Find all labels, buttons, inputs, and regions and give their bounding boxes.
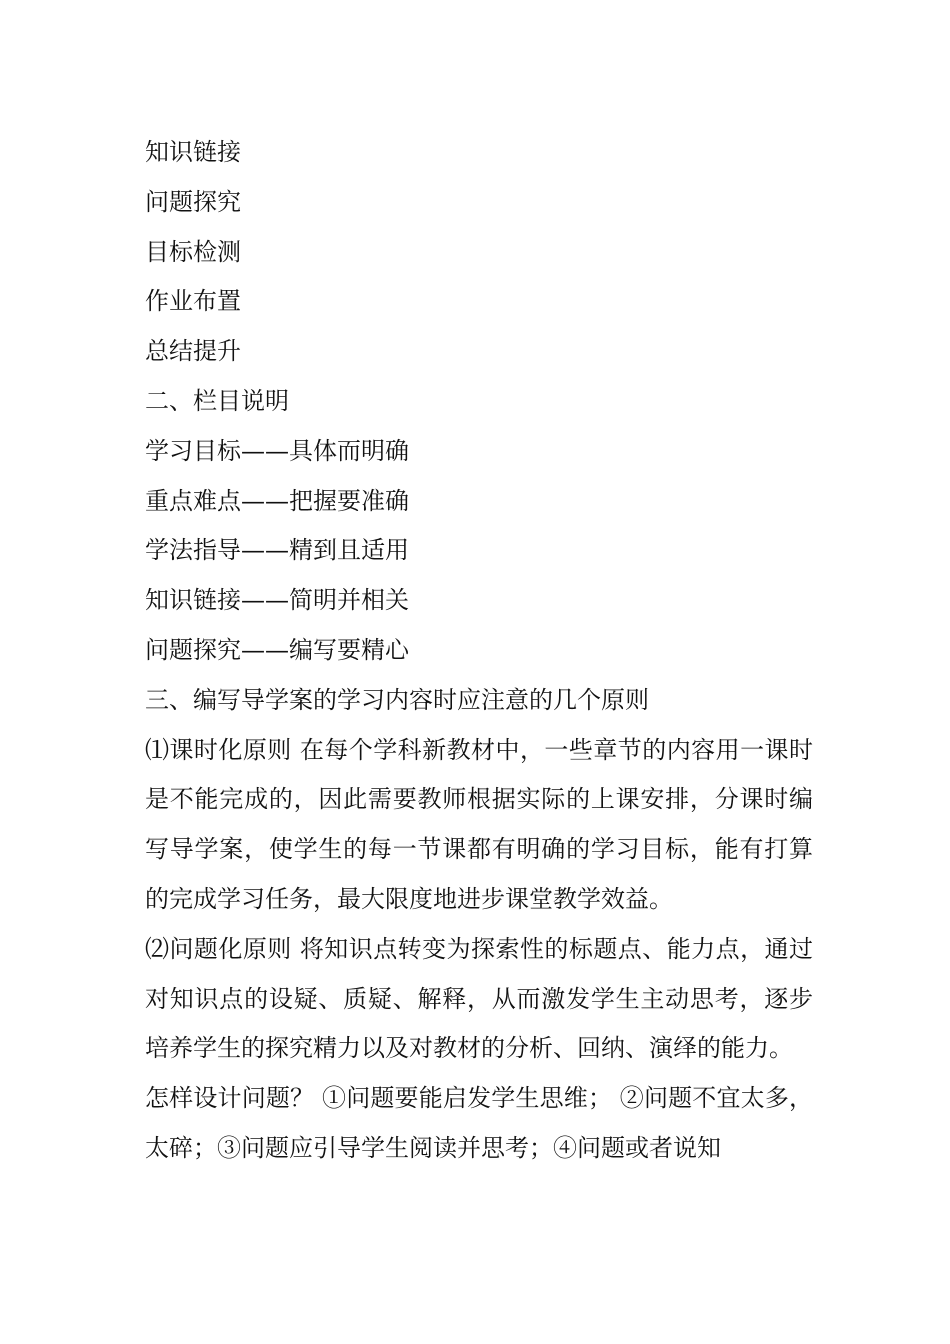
text-line-homework: 作业布置 — [145, 287, 241, 316]
text-line-method-guide: 学法指导——精到且适用 — [145, 536, 409, 565]
document-page — [145, 128, 813, 1174]
text-line-knowledge-link-desc: 知识链接——简明并相关 — [145, 586, 409, 615]
paragraph-question-principle: ⑵问题化原则 将知识点转变为探索性的标题点、能力点，通过对知识点的设疑、质疑、解释，从而激发学生主动思考，逐步培养学生的探究精力以及对教材的分析、回纳、演绎的能力。 — [145, 934, 813, 1063]
text-line-learning-goal: 学习目标——具体而明确 — [145, 436, 409, 465]
section-heading-3: 三、编写导学案的学习内容时应注意的几个原则 — [145, 685, 649, 714]
section-heading-2: 二、栏目说明 — [145, 386, 289, 415]
text-line-key-points: 重点难点——把握要准确 — [145, 486, 409, 515]
text-line-knowledge-link: 知识链接 — [145, 138, 241, 166]
text-line-summary: 总结提升 — [145, 337, 241, 366]
text-line-goal-test: 目标检测 — [145, 237, 241, 266]
paragraph-lesson-principle: ⑴课时化原则 在每个学科新教材中，一些章节的内容用一课时是不能完成的，因此需要教师根据实际的上课安排，分课时编写导学案，使学生的每一节课都有明确的学习目标，能有打算的完成学习任务，最大限度地进步课堂教学效益。 — [145, 735, 813, 913]
paragraph-question-design: 怎样设计问题？ ①问题要能启发学生思维； ②问题不宜太多，太碎；③问题应引导学生阅读并思考；④问题或者说知 — [145, 1084, 813, 1162]
text-line-problem-inquiry: 问题探究 — [145, 187, 241, 216]
text-line-problem-inquiry-desc: 问题探究——编写要精心 — [145, 635, 409, 664]
